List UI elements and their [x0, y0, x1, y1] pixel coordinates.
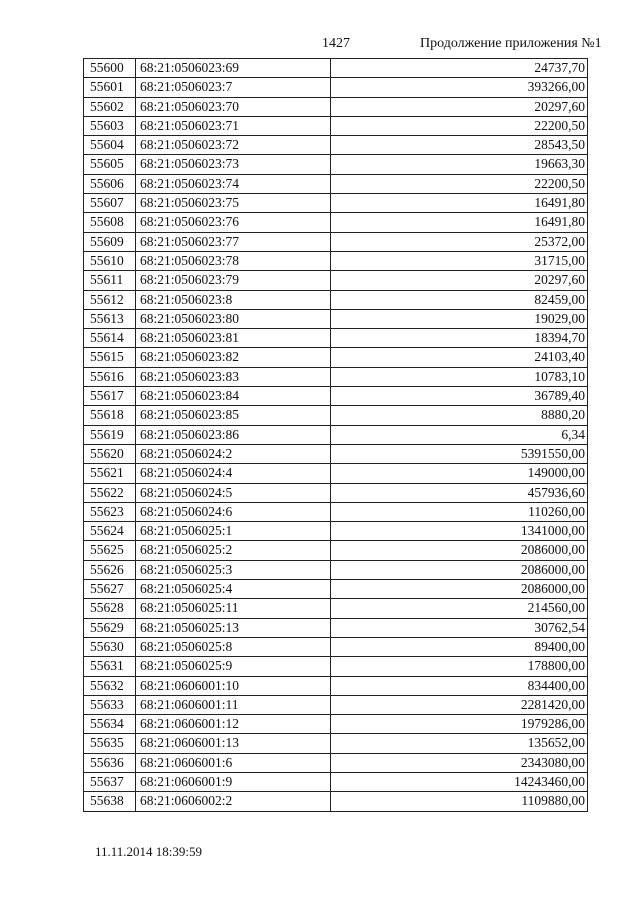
- row-number: 55600: [84, 59, 136, 77]
- row-number: 55613: [84, 310, 136, 328]
- table-row: [84, 98, 587, 117]
- table-row: [84, 445, 587, 464]
- row-number: 55623: [84, 503, 136, 521]
- row-number: 55634: [84, 715, 136, 733]
- value-cell: 31715,00: [534, 252, 585, 268]
- row-number: 55605: [84, 155, 136, 173]
- value-cell: 10783,10: [534, 368, 585, 384]
- table-row: [84, 677, 587, 696]
- table-row: [84, 368, 587, 387]
- table-row: [84, 638, 587, 657]
- cadastral-number: 68:21:0606001:13: [136, 734, 331, 752]
- table-row: [84, 252, 587, 271]
- cadastral-number: 68:21:0506023:70: [136, 98, 331, 116]
- row-number: 55607: [84, 194, 136, 212]
- value-cell: 20297,60: [534, 272, 585, 288]
- table-row: [84, 599, 587, 618]
- table-row: [84, 503, 587, 522]
- value-cell: 214560,00: [527, 600, 585, 616]
- row-number: 55616: [84, 368, 136, 386]
- table-row: [84, 329, 587, 348]
- table-row: [84, 464, 587, 483]
- row-number: 55614: [84, 329, 136, 347]
- row-number: 55617: [84, 387, 136, 405]
- value-cell: 2086000,00: [520, 561, 585, 577]
- row-number: 55608: [84, 213, 136, 231]
- cadastral-number: 68:21:0606001:10: [136, 677, 331, 695]
- cadastral-number: 68:21:0506023:82: [136, 348, 331, 366]
- table-row: [84, 136, 587, 155]
- cadastral-number: 68:21:0606001:9: [136, 773, 331, 791]
- cadastral-number: 68:21:0506025:4: [136, 580, 331, 598]
- table-row: [84, 696, 587, 715]
- value-cell: 25372,00: [534, 233, 585, 249]
- value-cell: 18394,70: [534, 330, 585, 346]
- table-row: [84, 387, 587, 406]
- cadastral-number: 68:21:0506023:74: [136, 175, 331, 193]
- cadastral-number: 68:21:0506023:84: [136, 387, 331, 405]
- table-row: [84, 271, 587, 290]
- value-cell: 30762,54: [534, 619, 585, 635]
- appendix-note: Продолжение приложения №1: [420, 36, 602, 51]
- table-row: [84, 310, 587, 329]
- table-row: [84, 541, 587, 560]
- value-cell: 834400,00: [527, 677, 585, 693]
- row-number: 55638: [84, 792, 136, 810]
- table-row: [84, 233, 587, 252]
- cadastral-number: 68:21:0506025:13: [136, 619, 331, 637]
- cadastral-number: 68:21:0506025:1: [136, 522, 331, 540]
- value-cell: 22200,50: [534, 117, 585, 133]
- value-cell: 6,34: [561, 426, 585, 442]
- cadastral-number: 68:21:0606002:2: [136, 792, 331, 810]
- table-row: [84, 426, 587, 445]
- row-number: 55631: [84, 657, 136, 675]
- row-number: 55630: [84, 638, 136, 656]
- cadastral-number: 68:21:0506024:4: [136, 464, 331, 482]
- cadastral-number: 68:21:0506023:69: [136, 59, 331, 77]
- table-row: [84, 155, 587, 174]
- row-number: 55628: [84, 599, 136, 617]
- cadastral-number: 68:21:0506024:6: [136, 503, 331, 521]
- row-number: 55622: [84, 484, 136, 502]
- row-number: 55603: [84, 117, 136, 135]
- table-row: [84, 59, 587, 78]
- cadastral-number: 68:21:0506023:79: [136, 271, 331, 289]
- table-row: [84, 291, 587, 310]
- value-cell: 178800,00: [527, 658, 585, 674]
- value-cell: 393266,00: [527, 79, 585, 95]
- table-row: [84, 213, 587, 232]
- table-row: [84, 734, 587, 753]
- table-row: [84, 194, 587, 213]
- cadastral-number: 68:21:0506024:5: [136, 484, 331, 502]
- row-number: 55615: [84, 348, 136, 366]
- cadastral-number: 68:21:0506023:86: [136, 426, 331, 444]
- value-cell: 8880,20: [541, 407, 585, 423]
- row-number: 55604: [84, 136, 136, 154]
- table-row: [84, 522, 587, 541]
- row-number: 55636: [84, 754, 136, 772]
- row-number: 55621: [84, 464, 136, 482]
- value-cell: 24737,70: [534, 60, 585, 75]
- table-row: [84, 715, 587, 734]
- row-number: 55610: [84, 252, 136, 270]
- cadastral-number: 68:21:0506025:3: [136, 561, 331, 579]
- value-cell: 19663,30: [534, 156, 585, 172]
- print-timestamp: 11.11.2014 18:39:59: [95, 844, 203, 859]
- cadastral-number: 68:21:0506023:75: [136, 194, 331, 212]
- cadastral-number: 68:21:0506024:2: [136, 445, 331, 463]
- table-row: [84, 619, 587, 638]
- row-number: 55624: [84, 522, 136, 540]
- table-row: [84, 78, 587, 97]
- row-number: 55612: [84, 291, 136, 309]
- cadastral-number: 68:21:0506023:83: [136, 368, 331, 386]
- row-number: 55602: [84, 98, 136, 116]
- table-row: [84, 657, 587, 676]
- table-row: [84, 754, 587, 773]
- row-number: 55609: [84, 233, 136, 251]
- cadastral-number: 68:21:0506023:81: [136, 329, 331, 347]
- cadastral-number: 68:21:0506025:2: [136, 541, 331, 559]
- table-row: [84, 175, 587, 194]
- value-cell: 135652,00: [527, 735, 585, 751]
- value-cell: 110260,00: [528, 503, 585, 519]
- cadastral-number: 68:21:0506025:9: [136, 657, 331, 675]
- value-cell: 89400,00: [534, 638, 585, 654]
- row-number: 55633: [84, 696, 136, 714]
- value-cell: 1341000,00: [520, 523, 585, 539]
- value-cell: 457936,60: [527, 484, 585, 500]
- row-number: 55629: [84, 619, 136, 637]
- cadastral-number: 68:21:0506023:7: [136, 78, 331, 96]
- row-number: 55618: [84, 406, 136, 424]
- page-number: 1427: [322, 36, 350, 51]
- value-cell: 149000,00: [527, 465, 585, 481]
- cadastral-number: 68:21:0506023:80: [136, 310, 331, 328]
- value-cell: 14243460,00: [514, 773, 585, 789]
- table-row: [84, 117, 587, 136]
- value-cell: 28543,50: [534, 137, 585, 153]
- value-cell: 5391550,00: [520, 445, 585, 461]
- row-number: 55620: [84, 445, 136, 463]
- row-number: 55606: [84, 175, 136, 193]
- value-cell: 2281420,00: [520, 696, 585, 712]
- value-cell: 2086000,00: [520, 542, 585, 558]
- cadastral-number: 68:21:0506023:77: [136, 233, 331, 251]
- row-number: 55601: [84, 78, 136, 96]
- value-cell: 16491,80: [534, 195, 585, 211]
- value-cell: 2343080,00: [520, 754, 585, 770]
- table-row: [84, 348, 587, 367]
- value-cell: 20297,60: [534, 98, 585, 114]
- row-number: 55637: [84, 773, 136, 791]
- value-cell: 24103,40: [534, 349, 585, 365]
- value-cell: 2086000,00: [520, 581, 585, 597]
- value-cell: 16491,80: [534, 214, 585, 230]
- row-number: 55619: [84, 426, 136, 444]
- value-cell: 82459,00: [534, 291, 585, 307]
- table-row: [84, 580, 587, 599]
- cadastral-number: 68:21:0506023:71: [136, 117, 331, 135]
- cadastral-number: 68:21:0506023:78: [136, 252, 331, 270]
- cadastral-number: 68:21:0506025:8: [136, 638, 331, 656]
- cadastral-number: 68:21:0506023:73: [136, 155, 331, 173]
- row-number: 55626: [84, 561, 136, 579]
- table-row: [84, 406, 587, 425]
- cadastral-number: 68:21:0506023:72: [136, 136, 331, 154]
- cadastral-number: 68:21:0506023:85: [136, 406, 331, 424]
- table-row: [84, 773, 587, 792]
- value-cell: 1979286,00: [520, 716, 585, 732]
- cadastral-number: 68:21:0506025:11: [136, 599, 331, 617]
- cadastral-table: [83, 58, 588, 812]
- cadastral-number: 68:21:0506023:76: [136, 213, 331, 231]
- row-number: 55625: [84, 541, 136, 559]
- row-number: 55611: [84, 271, 136, 289]
- value-cell: 36789,40: [534, 388, 585, 404]
- table-row: [84, 792, 587, 811]
- table-row: [84, 484, 587, 503]
- cadastral-number: 68:21:0606001:6: [136, 754, 331, 772]
- row-number: 55635: [84, 734, 136, 752]
- value-cell: 22200,50: [534, 175, 585, 191]
- cadastral-number: 68:21:0606001:12: [136, 715, 331, 733]
- row-number: 55627: [84, 580, 136, 598]
- value-cell: 19029,00: [534, 310, 585, 326]
- value-cell: 1109880,00: [521, 793, 585, 809]
- row-number: 55632: [84, 677, 136, 695]
- cadastral-number: 68:21:0506023:8: [136, 291, 331, 309]
- table-row: [84, 561, 587, 580]
- cadastral-number: 68:21:0606001:11: [136, 696, 331, 714]
